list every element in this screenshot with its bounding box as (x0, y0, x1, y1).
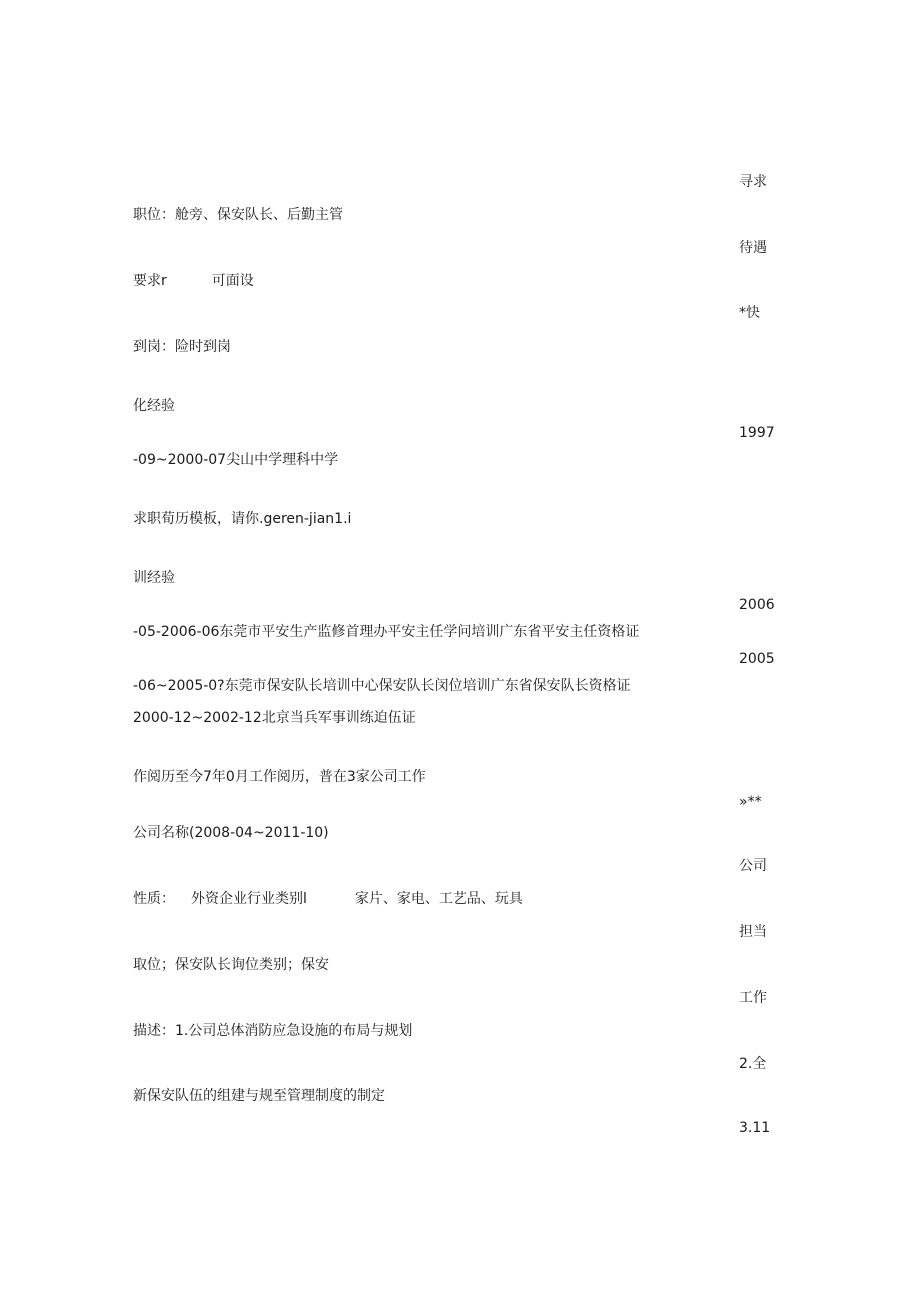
job-description-line-1: 描述：1.公司总体消防应急设施的布局与规划 (133, 1023, 413, 1039)
right-label-fast: *快 (739, 305, 760, 321)
training-heading: 训经验 (133, 570, 175, 586)
right-label-seek: 寻求 (739, 174, 767, 190)
right-label-salary: 待遇 (739, 240, 767, 256)
job-position-line: 职位：舱旁、保安队长、后勤主管 (133, 207, 343, 223)
template-notice: 求职荀历模板，请你.geren-jian1.i (133, 511, 352, 527)
right-label-year-2005: 2005 (739, 651, 775, 667)
right-label-responsible: 担当 (739, 924, 767, 940)
job-description-line-2: 新保安队伍的组建与规至管理制度的制定 (133, 1088, 385, 1104)
education-heading: 化经验 (133, 398, 175, 414)
salary-requirement-label: 要求r (133, 273, 167, 289)
company-name-line: 公司名称(2008-04~2011-10) (133, 825, 329, 841)
right-label-item-2: 2.全 (739, 1056, 767, 1072)
company-nature-label: 性质： (133, 891, 175, 907)
industry-value: 家片、家电、工艺品、玩具 (354, 891, 523, 907)
right-label-year-1997: 1997 (739, 425, 775, 441)
right-label-work: 工作 (739, 990, 767, 1006)
right-label-company: 公司 (739, 858, 767, 874)
right-label-year-2006: 2006 (739, 597, 775, 613)
right-label-stars: »** (739, 794, 762, 810)
company-nature-line (133, 890, 523, 908)
arrival-line: 到岗：险时到岗 (133, 339, 231, 355)
right-label-item-3: 3.11 (739, 1120, 771, 1136)
salary-requirement-value: 可面设 (211, 273, 254, 289)
position-line: 取位；保安队长询位类别；保安 (133, 957, 329, 973)
training-entry-2000: 2000-12~2002-12北京当兵军事训练迫伍证 (133, 710, 416, 726)
education-entry: -09~2000-07尖山中学理科中学 (133, 452, 339, 468)
training-entry-2005: -06~2005-0?东莞市保安队长培训中心保安队长闵位培训广东省保安队长资格证 (133, 678, 631, 694)
salary-requirement-line (133, 272, 254, 290)
work-experience-summary: 作阅历至今7年0月工作阅历，普在3家公司工作 (133, 769, 426, 785)
company-nature-value: 外资企业行业类别l (191, 891, 307, 907)
training-entry-2006: -05-2006-06东莞市平安生产监修首理办平安主任学问培训广东省平安主任资格证 (133, 624, 640, 640)
